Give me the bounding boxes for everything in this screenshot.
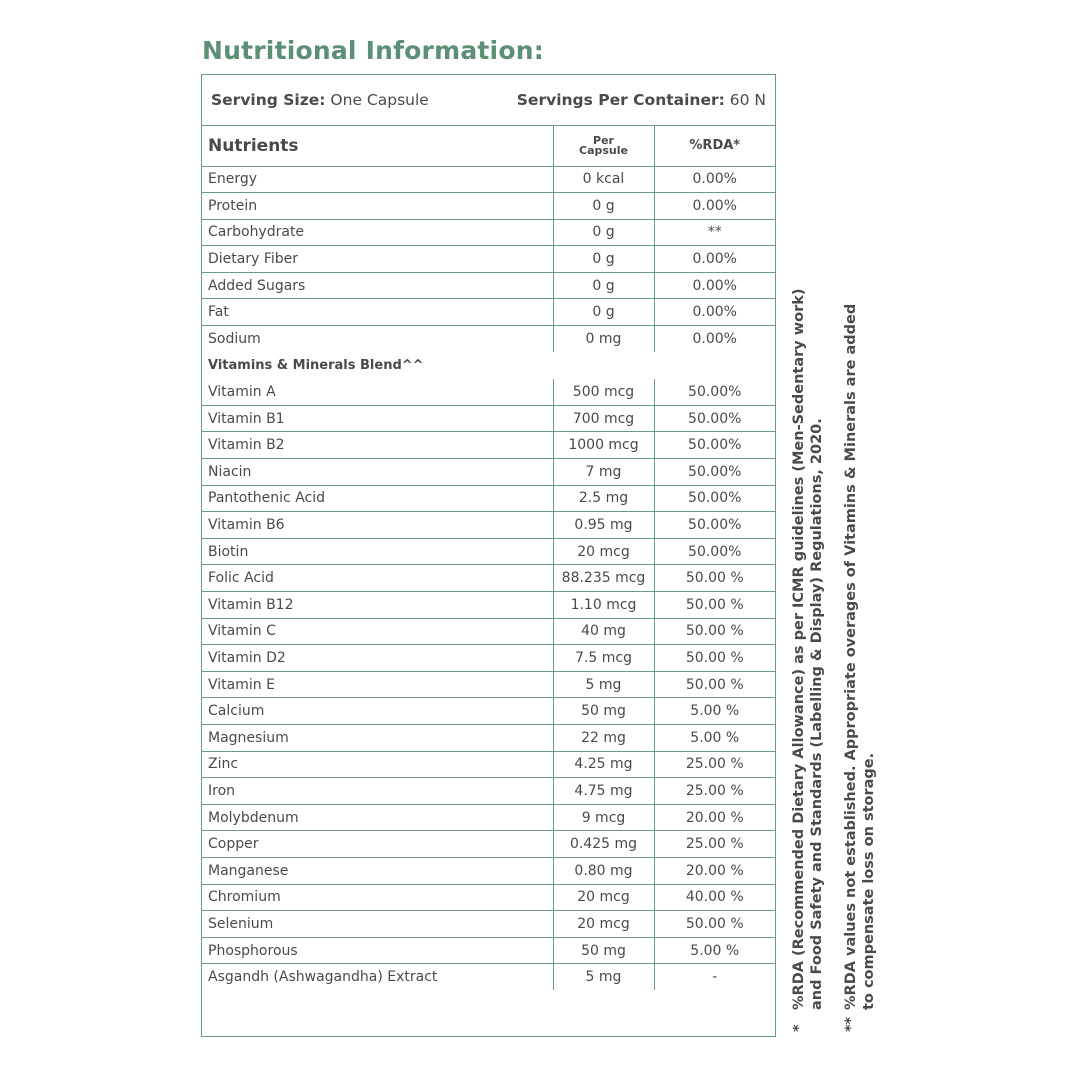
nutrient-name: Vitamin B6 [202,512,553,539]
footnote-ne-mark: ** [843,1016,859,1032]
nutrient-amount: 20 mcg [553,884,654,911]
nutrient-name: Vitamin C [202,618,553,645]
nutrient-name: Iron [202,778,553,805]
nutrient-rda: 50.00% [654,485,775,512]
section-label: Vitamins & Minerals Blend^^ [208,357,424,373]
nutrient-name: Vitamin B1 [202,405,553,432]
table-row [202,831,775,858]
table-row [202,671,775,698]
table-row [202,246,775,273]
nutrient-rda: 20.00 % [654,804,775,831]
footnote-ne-line2: to compensate loss on storage. [861,752,877,1010]
table-row [202,964,775,991]
table-row [202,778,775,805]
header-nutrients: Nutrients [202,126,553,166]
table-row [202,592,775,619]
nutrient-rda: 0.00% [654,193,775,220]
nutrient-amount: 20 mcg [553,911,654,938]
nutrient-amount: 7.5 mcg [553,645,654,672]
nutrient-name: Molybdenum [202,804,553,831]
servings-per-container-label: Servings Per Container: [516,91,725,109]
table-row [202,751,775,778]
nutrient-name: Vitamin D2 [202,645,553,672]
nutrient-amount: 50 mg [553,937,654,964]
nutrition-table [202,126,775,990]
nutrient-amount: 0 g [553,246,654,273]
table-row [202,565,775,592]
table-row [202,911,775,938]
footnote-rda-mark: * [791,1024,807,1032]
serving-size-value: One Capsule [330,91,429,109]
nutrient-amount: 500 mcg [553,379,654,406]
nutrient-rda: 0.00% [654,272,775,299]
nutrient-rda: 5.00 % [654,724,775,751]
header-per-capsule-line2: Capsule [579,143,628,157]
nutrient-name: Dietary Fiber [202,246,553,273]
nutrient-rda: 25.00 % [654,778,775,805]
nutrient-name: Zinc [202,751,553,778]
nutrient-name: Protein [202,193,553,220]
footnote-rda [790,288,826,1032]
table-header-row [202,126,775,166]
table-row [202,724,775,751]
table-row [202,379,775,406]
serving-size [211,91,429,109]
nutrient-amount: 2.5 mg [553,485,654,512]
nutrient-amount: 1000 mcg [553,432,654,459]
header-per-capsule-line1: Per [593,133,614,147]
footnote-rda-text1: %RDA (Recommended Dietary Allowance) as per ICMR guidelines (Men-Sedentary work) [791,288,807,1010]
nutrient-amount: 0 g [553,272,654,299]
nutrient-rda: 50.00% [654,459,775,486]
table-row [202,884,775,911]
nutrient-name: Chromium [202,884,553,911]
servings-per-container-value: 60 N [729,91,766,109]
nutrient-rda: 50.00 % [654,592,775,619]
nutrition-panel [201,74,776,1037]
nutrient-rda: 0.00% [654,299,775,326]
serving-info-row [202,75,775,126]
table-row [202,193,775,220]
servings-per-container [517,91,766,109]
nutrient-amount: 0 g [553,193,654,220]
table-row [202,405,775,432]
nutrient-rda: 0.00% [654,246,775,273]
footnote-ne-text1: %RDA values not established. Appropriate overages of Vitamins & Minerals are added [843,303,859,1010]
nutrient-amount: 40 mg [553,618,654,645]
serving-size-label: Serving Size: [211,91,326,109]
nutrient-rda: 50.00 % [654,618,775,645]
table-row [202,512,775,539]
nutrient-amount: 88.235 mcg [553,565,654,592]
nutrient-rda: 50.00% [654,379,775,406]
nutrient-amount: 22 mg [553,724,654,751]
nutrient-amount: 50 mg [553,698,654,725]
nutrient-rda: - [654,964,775,991]
nutrient-amount: 4.25 mg [553,751,654,778]
nutrient-rda: 50.00% [654,432,775,459]
nutrient-name: Copper [202,831,553,858]
nutrient-name: Added Sugars [202,272,553,299]
nutrient-name: Sodium [202,326,553,353]
nutrient-amount: 0 mg [553,326,654,353]
nutrient-name: Biotin [202,538,553,565]
nutrient-name: Vitamin E [202,671,553,698]
nutrient-rda: 50.00 % [654,911,775,938]
nutrient-name: Vitamin A [202,379,553,406]
page-title: Nutritional Information: [202,36,544,65]
table-row [202,272,775,299]
nutrient-amount: 700 mcg [553,405,654,432]
table-row [202,538,775,565]
table-row [202,299,775,326]
nutrient-amount: 5 mg [553,671,654,698]
nutrient-rda: 40.00 % [654,884,775,911]
table-row [202,432,775,459]
table-row [202,485,775,512]
nutrient-amount: 9 mcg [553,804,654,831]
footnote-rda-line1 [791,288,807,1032]
nutrient-rda: 20.00 % [654,857,775,884]
nutrient-amount: 4.75 mg [553,778,654,805]
nutrient-name: Energy [202,166,553,193]
nutrient-name: Asgandh (Ashwagandha) Extract [202,964,553,991]
nutrient-amount: 0 g [553,219,654,246]
table-row [202,166,775,193]
footnote-not-established [842,304,878,1032]
footnote-rda-line2: and Food Safety and Standards (Labelling & Display) Regulations, 2020. [809,418,825,1010]
nutrient-name: Magnesium [202,724,553,751]
nutrient-amount: 5 mg [553,964,654,991]
blend-body [202,379,775,991]
table-row [202,937,775,964]
table-row [202,698,775,725]
nutrient-name: Fat [202,299,553,326]
header-rda: %RDA* [654,126,775,166]
nutrient-rda: 50.00 % [654,645,775,672]
nutrient-rda: 50.00% [654,538,775,565]
nutrient-rda: 25.00 % [654,831,775,858]
nutrient-name: Vitamin B12 [202,592,553,619]
nutrient-rda: 25.00 % [654,751,775,778]
footnote-ne-line1 [843,304,859,1032]
nutrient-amount: 0 g [553,299,654,326]
nutrient-rda: 5.00 % [654,698,775,725]
nutrient-name: Pantothenic Acid [202,485,553,512]
nutrient-rda: 50.00% [654,512,775,539]
table-row [202,804,775,831]
nutrient-amount: 20 mcg [553,538,654,565]
section-body [202,352,775,379]
nutrient-name: Niacin [202,459,553,486]
nutrient-rda: 0.00% [654,326,775,353]
macros-body [202,166,775,352]
section-row [202,352,775,379]
nutrient-name: Calcium [202,698,553,725]
nutrient-amount: 0 kcal [553,166,654,193]
nutrient-amount: 7 mg [553,459,654,486]
nutrient-amount: 0.80 mg [553,857,654,884]
nutrient-name: Selenium [202,911,553,938]
header-per-capsule [553,126,654,166]
nutrient-rda: 50.00 % [654,671,775,698]
nutrient-rda: 50.00% [654,405,775,432]
nutrient-name: Folic Acid [202,565,553,592]
table-row [202,326,775,353]
nutrient-rda: 0.00% [654,166,775,193]
nutrient-name: Phosphorous [202,937,553,964]
nutrient-name: Manganese [202,857,553,884]
nutrient-amount: 0.425 mg [553,831,654,858]
nutrient-rda: ** [654,219,775,246]
table-row [202,645,775,672]
nutrient-amount: 1.10 mcg [553,592,654,619]
nutrient-rda: 5.00 % [654,937,775,964]
table-row [202,618,775,645]
nutrient-name: Vitamin B2 [202,432,553,459]
table-row [202,857,775,884]
table-row [202,459,775,486]
nutrient-name: Carbohydrate [202,219,553,246]
nutrient-rda: 50.00 % [654,565,775,592]
nutrient-amount: 0.95 mg [553,512,654,539]
table-row [202,219,775,246]
